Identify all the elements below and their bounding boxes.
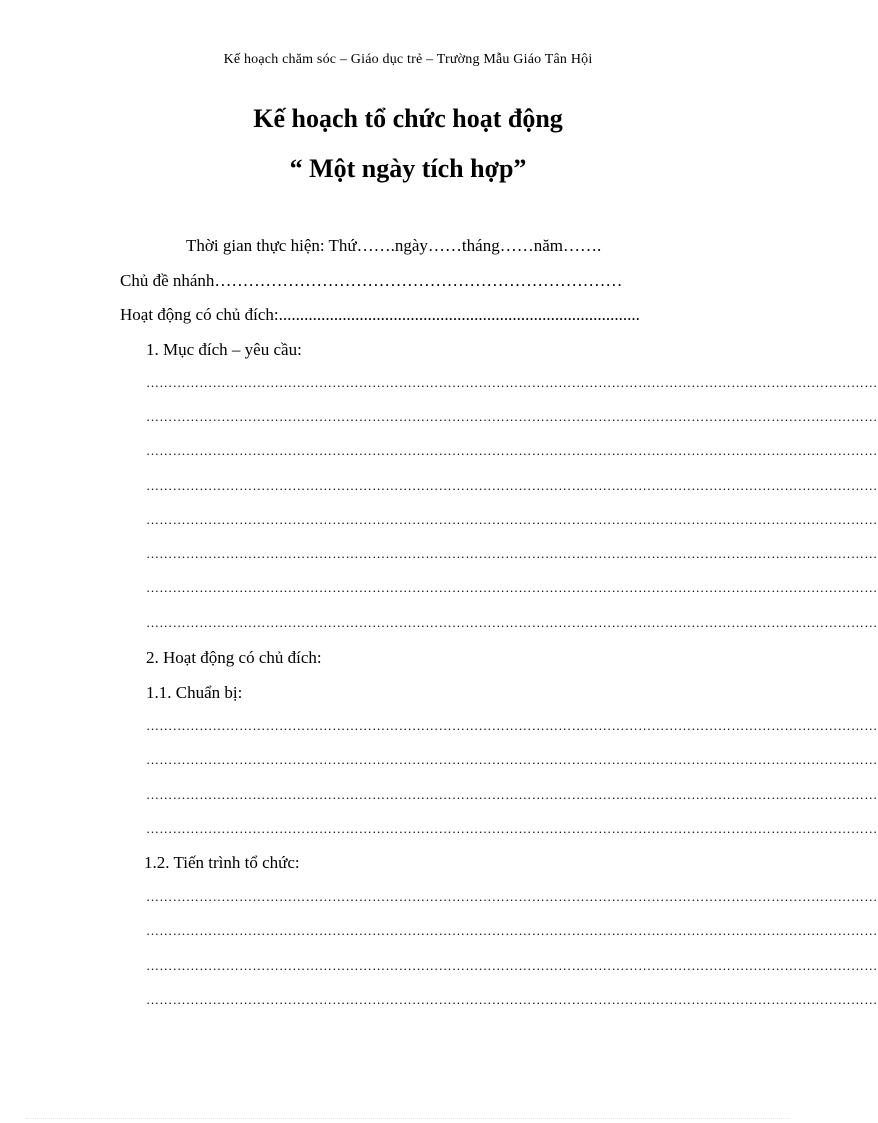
document-title: Kế hoạch tổ chức hoạt động <box>253 104 563 133</box>
purpose-blank-line: ………………………………………………………………………………………………………………………………………………… <box>146 580 878 595</box>
activity-field: Hoạt động có chủ đích:..................................................................................... <box>120 305 640 324</box>
process-blank-line: ………………………………………………………………………………………………………………………………………………… <box>146 889 878 904</box>
purpose-blank-line: ………………………………………………………………………………………………………………………………………………… <box>146 443 878 458</box>
purpose-blank-line: ………………………………………………………………………………………………………………………………………………… <box>146 478 878 493</box>
page-header: Kế hoạch chăm sóc – Giáo dục trẻ – Trường Mẫu Giáo Tân Hội <box>223 52 593 67</box>
topic-field: Chủ đề nhánh……………………………………………………………… <box>120 271 623 290</box>
section-process-heading: 1.2. Tiến trình tổ chức: <box>144 853 300 872</box>
purpose-blank-line: ………………………………………………………………………………………………………………………………………………… <box>146 546 878 561</box>
preparation-blank-line: ………………………………………………………………………………………………………………………………………………… <box>146 787 878 802</box>
purpose-blank-line: ………………………………………………………………………………………………………………………………………………… <box>146 615 878 630</box>
purpose-blank-line: ………………………………………………………………………………………………………………………………………………… <box>146 512 878 527</box>
preparation-blank-line: ………………………………………………………………………………………………………………………………………………… <box>146 752 878 767</box>
preparation-blank-line: ………………………………………………………………………………………………………………………………………………… <box>146 821 878 836</box>
process-blank-line: ………………………………………………………………………………………………………………………………………………… <box>146 923 878 938</box>
time-field: Thời gian thực hiện: Thứ…….ngày……tháng……năm……. <box>186 236 602 255</box>
process-blank-line: ………………………………………………………………………………………………………………………………………………… <box>146 958 878 973</box>
section-purpose-heading: 1. Mục đích – yêu cầu: <box>146 340 302 359</box>
document-subtitle: “ Một ngày tích hợp” <box>289 154 527 183</box>
page-bottom-rule <box>26 1118 790 1119</box>
section-activity-heading: 2. Hoạt động có chủ đích: <box>146 648 322 667</box>
section-preparation-heading: 1.1. Chuẩn bị: <box>146 683 243 702</box>
purpose-blank-line: ………………………………………………………………………………………………………………………………………………… <box>146 409 878 424</box>
purpose-blank-line: ………………………………………………………………………………………………………………………………………………… <box>146 375 878 390</box>
process-blank-line: ………………………………………………………………………………………………………………………………………………… <box>146 992 878 1007</box>
preparation-blank-line: ………………………………………………………………………………………………………………………………………………… <box>146 718 878 733</box>
